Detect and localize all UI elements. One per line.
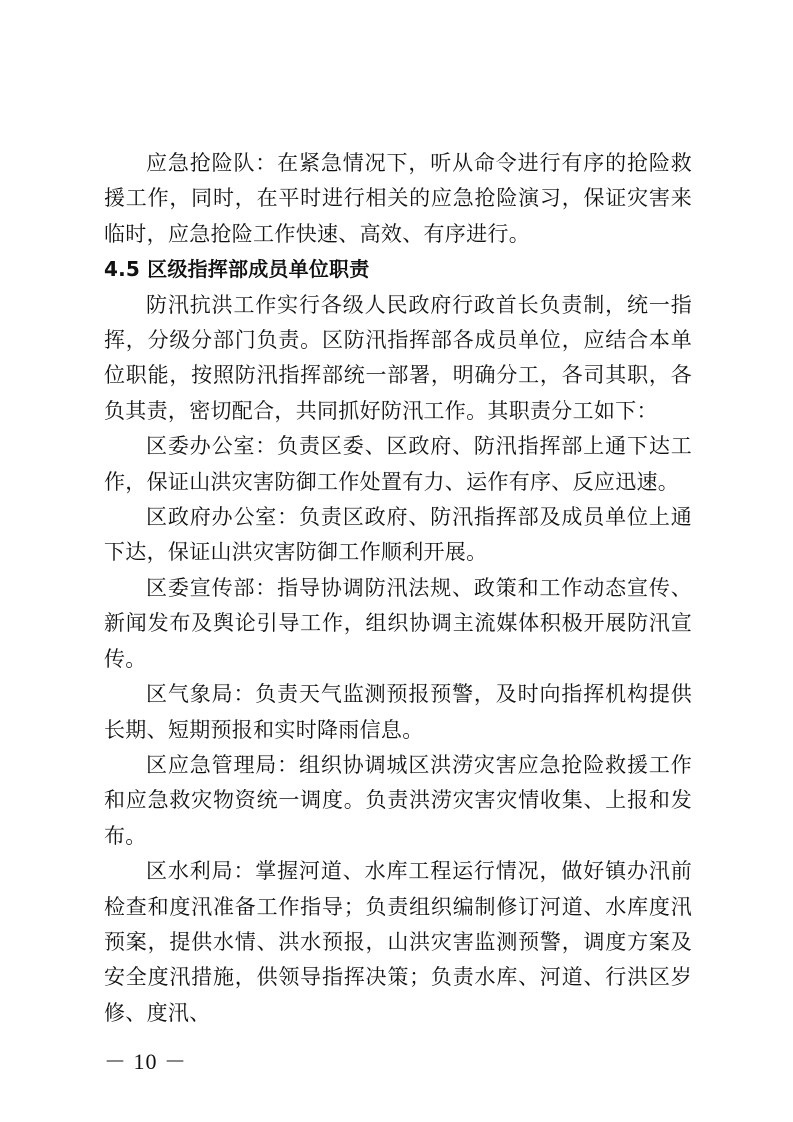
paragraph-emergency-management-bureau: 区应急管理局：组织协调城区洪涝灾害应急抢险救援工作和应急救灾物资统一调度。负责洪涝灾害灾情收集、上报和发布。 — [104, 752, 692, 848]
paragraph-meteorological-bureau: 区气象局：负责天气监测预报预警，及时向指挥机构提供长期、短期预报和实时降雨信息。 — [104, 682, 692, 742]
paragraph-district-government-office: 区政府办公室：负责区政府、防汛指挥部及成员单位上通下达，保证山洪灾害防御工作顺利开展。 — [104, 505, 692, 565]
paragraph-emergency-team: 应急抢险队：在紧急情况下，听从命令进行有序的抢险救援工作，同时，在平时进行相关的应急抢险演习，保证灾害来临时，应急抢险工作快速、高效、有序进行。 — [104, 151, 692, 246]
paragraph-publicity-department: 区委宣传部：指导协调防汛法规、政策和工作动态宣传、新闻发布及舆论引导工作，组织协调主流媒体积极开展防汛宣传。 — [104, 575, 692, 671]
paragraph-water-resources-bureau: 区水利局：掌握河道、水库工程运行情况，做好镇办汛前检查和度汛准备工作指导；负责组织编制修订河道、水库度汛预案，提供水情、洪水预报，山洪灾害监测预警，调度方案及安全度汛措施，供领导指挥决策；负责水库、河道、行洪区岁修、度汛、 — [104, 859, 692, 1025]
page-number: － 10 － — [104, 1049, 188, 1074]
document-body — [104, 146, 692, 1031]
section-heading: 4.5 区级指挥部成员单位职责 — [104, 257, 370, 282]
paragraph-responsibility-system: 防汛抗洪工作实行各级人民政府行政首长负责制，统一指挥，分级分部门负责。区防汛指挥部各成员单位，应结合本单位职能，按照防汛指挥部统一部署，明确分工，各司其职，各负其责，密切配合，共同抓好防汛工作。其职责分工如下： — [104, 292, 692, 423]
paragraph-district-committee-office: 区委办公室：负责区委、区政府、防汛指挥部上通下达工作，保证山洪灾害防御工作处置有力、运作有序、反应迅速。 — [104, 434, 692, 494]
